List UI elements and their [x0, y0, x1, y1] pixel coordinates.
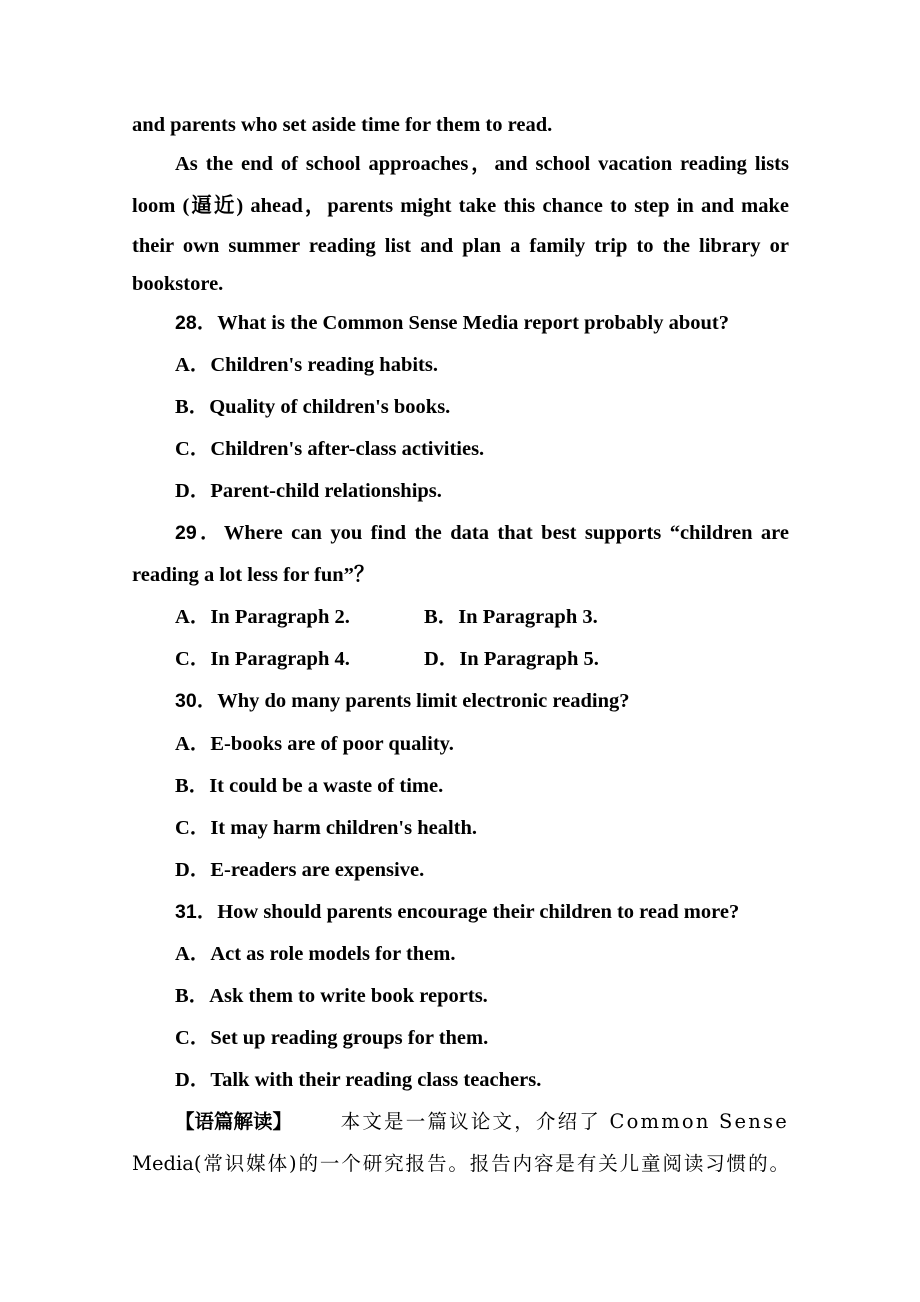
question-31-stem: 31．How should parents encourage their children to read more? [175, 901, 740, 923]
question-29-stem-cont: reading a lot less for fun”？ [132, 564, 375, 586]
question-28-stem: 28．What is the Common Sense Media report probably about? [175, 312, 729, 334]
option-a: A．E-books are of poor quality. [175, 733, 454, 755]
option-b: B．It could be a waste of time. [175, 775, 444, 797]
option-a: A．Children's reading habits. [175, 354, 438, 376]
analysis-text: 本文是一篇议论文，介绍了 Common Sense [340, 1110, 789, 1133]
option-d: D．Parent-child relationships. [175, 480, 442, 502]
option-c: C．In Paragraph 4. [175, 648, 350, 670]
passage-line: bookstore. [132, 273, 224, 295]
passage-line: loom (逼近) ahead，parents might take this chance to step in and make [132, 195, 789, 217]
passage-line: As the end of school approaches，and school vacation reading lists [175, 153, 789, 175]
option-a: A．Act as role models for them. [175, 943, 456, 965]
analysis-line-2: Media(常识媒体)的一个研究报告。报告内容是有关儿童阅读习惯的。 [132, 1152, 789, 1175]
passage-line: their own summer reading list and plan a family trip to the library or [132, 235, 789, 257]
option-b: B．In Paragraph 3. [424, 606, 598, 628]
question-number: 30 [175, 690, 197, 712]
question-29-stem: 29．Where can you find the data that best supports “children are [175, 522, 790, 544]
option-b: B．Quality of children's books. [175, 396, 451, 418]
analysis-line-1 [175, 1110, 789, 1134]
question-number: 31 [175, 901, 197, 923]
option-b: B．Ask them to write book reports. [175, 985, 488, 1007]
option-d: D．Talk with their reading class teachers. [175, 1069, 542, 1091]
option-d: D．In Paragraph 5. [424, 648, 599, 670]
analysis-label: 【语篇解读】 [175, 1110, 293, 1133]
passage-line: and parents who set aside time for them to read. [132, 114, 553, 136]
option-c: C．Set up reading groups for them. [175, 1027, 489, 1049]
option-c: C．Children's after-class activities. [175, 438, 485, 460]
option-a: A．In Paragraph 2. [175, 606, 350, 628]
option-d: D．E-readers are expensive. [175, 859, 425, 881]
question-30-stem: 30．Why do many parents limit electronic reading? [175, 690, 630, 712]
question-number: 28 [175, 312, 197, 334]
option-c: C．It may harm children's health. [175, 817, 478, 839]
question-number: 29 [175, 522, 197, 544]
